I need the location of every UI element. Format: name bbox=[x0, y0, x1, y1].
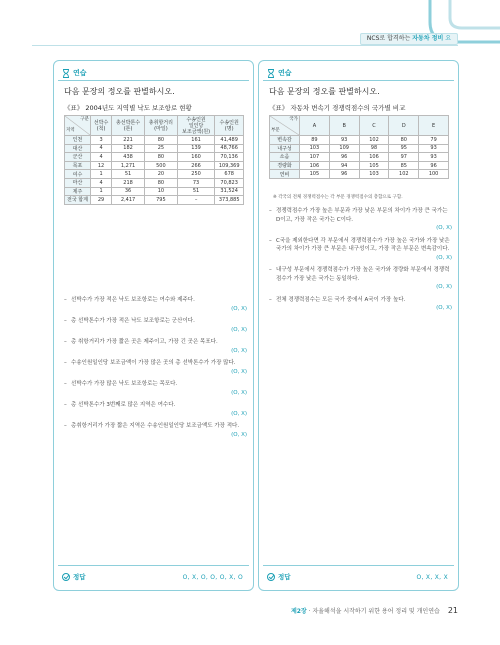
table-cell: 12 bbox=[91, 161, 112, 170]
chapter-title: · 자율해석을 시작하기 위한 용어 정리 및 개인연습 bbox=[306, 608, 440, 615]
table-caption: 《표》 자동차 변속기 경쟁력점수의 국가별 비교 bbox=[269, 104, 406, 112]
table-cell: 218 bbox=[112, 178, 145, 187]
question-text: 다음 문장의 정오를 판별하시오. bbox=[269, 87, 380, 96]
table-cell: 80 bbox=[144, 136, 177, 145]
row-header-cell: 내구성 bbox=[270, 144, 300, 153]
table-cell: 161 bbox=[177, 136, 215, 145]
ox-choice[interactable]: (O, X) bbox=[231, 389, 247, 396]
table-row bbox=[65, 178, 244, 187]
bullet-dash: – bbox=[64, 360, 67, 366]
table-cell: 3 bbox=[91, 136, 112, 145]
decorative-arc bbox=[410, 0, 500, 60]
table-cell: 80 bbox=[389, 136, 419, 145]
table-cell: 106 bbox=[359, 153, 389, 162]
ferry-route-table bbox=[64, 115, 244, 205]
table-cell: 85 bbox=[389, 161, 419, 170]
table-cell: 500 bbox=[144, 161, 177, 170]
hourglass-icon bbox=[62, 69, 70, 78]
statement-item bbox=[64, 296, 247, 313]
table-cell: 2,417 bbox=[112, 196, 145, 205]
table-cell: 51 bbox=[112, 170, 145, 179]
bullet-dash: – bbox=[64, 318, 67, 324]
corner-top-label: 국가 bbox=[289, 117, 298, 122]
table-cell: 1,271 bbox=[112, 161, 145, 170]
table-cell: 25 bbox=[144, 144, 177, 153]
table-caption: 《표》 2004년도 지역별 낙도 보조항로 현황 bbox=[64, 104, 192, 112]
column-header: A bbox=[300, 116, 330, 136]
check-icon bbox=[62, 573, 70, 581]
statement-text: 전체 경쟁력점수는 모든 국가 중에서 A국이 가장 높다. bbox=[276, 296, 406, 303]
table-row bbox=[65, 161, 244, 170]
row-header-cell: 변속감 bbox=[270, 136, 300, 145]
table-row bbox=[270, 170, 449, 179]
statement-text: 총취항거리가 가장 짧은 지역은 수송인원일인당 보조금액도 가장 적다. bbox=[71, 423, 240, 429]
page-footer bbox=[291, 606, 458, 615]
column-header: 총취항거리 (마일) bbox=[144, 116, 177, 136]
ox-choice[interactable]: (O, X) bbox=[231, 368, 247, 375]
table-cell: 80 bbox=[144, 178, 177, 187]
table-cell: 1 bbox=[91, 187, 112, 196]
table-header-row bbox=[65, 116, 244, 136]
table-cell: 73 bbox=[177, 178, 215, 187]
statement-item bbox=[269, 207, 452, 233]
table-row bbox=[65, 187, 244, 196]
panel-rule bbox=[58, 80, 249, 81]
table-cell: 109 bbox=[329, 144, 359, 153]
table-cell: 96 bbox=[329, 153, 359, 162]
row-header-cell: 목포 bbox=[65, 161, 91, 170]
row-header-cell: 제주 bbox=[65, 187, 91, 196]
transmission-score-table bbox=[269, 115, 449, 179]
row-header-cell: 인천 bbox=[65, 136, 91, 145]
answer-value: O, X, X, X bbox=[416, 574, 448, 581]
ox-choice[interactable]: (O, X) bbox=[231, 305, 247, 312]
table-row bbox=[270, 136, 449, 145]
statement-item bbox=[269, 296, 452, 313]
answer-label: 정답 bbox=[267, 572, 291, 581]
table-row bbox=[270, 153, 449, 162]
table-cell: 250 bbox=[177, 170, 215, 179]
row-header-cell: 전국 합계 bbox=[65, 196, 91, 205]
statement-text: 총 선박톤수가 3번째로 많은 지역은 여수다. bbox=[71, 402, 176, 408]
statement-text: 총 선박톤수가 가장 적은 낙도 보조항로는 군산이다. bbox=[71, 318, 195, 324]
table-cell: – bbox=[177, 196, 215, 205]
table-row bbox=[270, 144, 449, 153]
statement-item bbox=[64, 380, 247, 397]
page-number: 21 bbox=[447, 606, 458, 615]
table-row bbox=[65, 196, 244, 205]
table-corner-cell bbox=[270, 116, 300, 136]
table-cell: 96 bbox=[419, 161, 449, 170]
table-cell: 678 bbox=[215, 170, 244, 179]
table-cell: 107 bbox=[300, 153, 330, 162]
bullet-dash: – bbox=[269, 267, 272, 273]
bullet-dash: – bbox=[269, 237, 272, 244]
table-cell: 79 bbox=[419, 136, 449, 145]
table-cell: 266 bbox=[177, 161, 215, 170]
table-cell: 70,823 bbox=[215, 178, 244, 187]
chapter-label: 제2장 bbox=[290, 608, 307, 615]
column-header: 수송인원 (명) bbox=[215, 116, 244, 136]
book-header-tag: NCS로 합격하는 자동차 정비 요 bbox=[360, 33, 458, 45]
bullet-dash: – bbox=[64, 381, 67, 387]
table-row bbox=[65, 170, 244, 179]
column-header: D bbox=[389, 116, 419, 136]
ox-choice[interactable]: (O, X) bbox=[436, 305, 452, 311]
table-row bbox=[270, 161, 449, 170]
ox-choice[interactable]: (O, X) bbox=[436, 225, 452, 231]
table-cell: 41,489 bbox=[215, 136, 244, 145]
row-header-cell: 연비 bbox=[270, 170, 300, 179]
ox-choice[interactable]: (O, X) bbox=[231, 347, 247, 354]
table-cell: 93 bbox=[329, 136, 359, 145]
ox-choice[interactable]: (O, X) bbox=[436, 284, 452, 290]
table-cell: 139 bbox=[177, 144, 215, 153]
table-row bbox=[65, 153, 244, 162]
bullet-dash: – bbox=[64, 297, 67, 303]
bullet-dash: – bbox=[64, 339, 67, 345]
table-cell: 93 bbox=[419, 144, 449, 153]
panel-title: 연습 bbox=[267, 68, 292, 78]
bullet-dash: – bbox=[64, 423, 67, 429]
table-cell: 94 bbox=[329, 161, 359, 170]
table-cell: 89 bbox=[300, 136, 330, 145]
row-header-cell: 마산 bbox=[65, 178, 91, 187]
table-cell: 105 bbox=[300, 170, 330, 179]
table-cell: 221 bbox=[112, 136, 145, 145]
row-header-cell: 경량화 bbox=[270, 161, 300, 170]
column-header: E bbox=[419, 116, 449, 136]
table-cell: 70,136 bbox=[215, 153, 244, 162]
table-cell: 109,369 bbox=[215, 161, 244, 170]
table-cell: 20 bbox=[144, 170, 177, 179]
table-cell: 51 bbox=[177, 187, 215, 196]
ox-choice[interactable]: (O, X) bbox=[231, 326, 247, 333]
row-header-cell: 소음 bbox=[270, 153, 300, 162]
table-row bbox=[65, 136, 244, 145]
bullet-dash: – bbox=[269, 208, 272, 214]
ox-choice[interactable]: (O, X) bbox=[436, 254, 452, 261]
statement-text: 선박수가 가장 적은 낙도 보조항로는 여수와 제주다. bbox=[71, 297, 195, 303]
table-cell: 103 bbox=[300, 144, 330, 153]
table-cell: 102 bbox=[389, 170, 419, 179]
table-cell: 373,885 bbox=[215, 196, 244, 205]
table-cell: 4 bbox=[91, 178, 112, 187]
question-text: 다음 문장의 정오를 판별하시오. bbox=[64, 87, 175, 96]
statement-text: 수송인원일인당 보조금액이 가장 많은 곳의 총 선박톤수가 가장 많다. bbox=[71, 360, 236, 366]
statement-text: 선박수가 가장 많은 낙도 보조항로는 목포다. bbox=[71, 381, 178, 387]
statement-item bbox=[269, 266, 452, 292]
table-cell: 105 bbox=[359, 161, 389, 170]
ox-choice[interactable]: (O, X) bbox=[231, 431, 247, 438]
table-cell: 98 bbox=[359, 144, 389, 153]
row-header-cell: 대산 bbox=[65, 144, 91, 153]
statement-item bbox=[64, 338, 247, 355]
column-header: 선박수 (척) bbox=[91, 116, 112, 136]
table-header-row bbox=[270, 116, 449, 136]
table-cell: 106 bbox=[300, 161, 330, 170]
table-cell: 80 bbox=[144, 153, 177, 162]
statement-list bbox=[269, 207, 452, 317]
table-cell: 4 bbox=[91, 153, 112, 162]
table-cell: 103 bbox=[359, 170, 389, 179]
bullet-dash: – bbox=[269, 296, 272, 303]
answer-rule bbox=[263, 565, 454, 566]
table-cell: 795 bbox=[144, 196, 177, 205]
table-cell: 160 bbox=[177, 153, 215, 162]
corner-top-label: 구분 bbox=[80, 117, 89, 122]
column-header: 총선박톤수 (톤) bbox=[112, 116, 145, 136]
row-header-cell: 군산 bbox=[65, 153, 91, 162]
statement-item bbox=[64, 359, 247, 376]
answer-value: O, X, O, O, O, X, O bbox=[182, 574, 243, 581]
corner-bottom-label: 지역 bbox=[66, 128, 75, 133]
column-header: B bbox=[329, 116, 359, 136]
ox-choice[interactable]: (O, X) bbox=[231, 410, 247, 417]
table-cell: 29 bbox=[91, 196, 112, 205]
table-row bbox=[65, 144, 244, 153]
statement-text: 총 취항거리가 가장 짧은 곳은 제주이고, 가장 긴 곳은 목포다. bbox=[71, 339, 218, 345]
column-header: C bbox=[359, 116, 389, 136]
statement-text: C국을 제외한다면 각 부문에서 경쟁력점수가 가장 높은 국가와 가장 낮은 국가의 차이가 가장 큰 부문은 내구성이고, 가장 작은 부문은 변속감이다. bbox=[276, 237, 450, 252]
table-cell: 438 bbox=[112, 153, 145, 162]
statement-item bbox=[269, 237, 452, 263]
statement-item bbox=[64, 422, 247, 439]
table-cell: 93 bbox=[419, 153, 449, 162]
header-rule bbox=[32, 45, 458, 46]
statement-item bbox=[64, 317, 247, 334]
answer-rule bbox=[58, 565, 249, 566]
table-cell: 4 bbox=[91, 144, 112, 153]
statement-text: 경쟁력점수가 가장 높은 부문과 가장 낮은 부문의 차이가 가장 큰 국가는 D이고, 가장 작은 국가는 C이다. bbox=[276, 208, 448, 223]
table-cell: 31,524 bbox=[215, 187, 244, 196]
bullet-dash: – bbox=[64, 402, 67, 408]
panel-title: 연습 bbox=[62, 68, 87, 78]
panel-rule bbox=[263, 80, 454, 81]
table-cell: 36 bbox=[112, 187, 145, 196]
statement-text: 내구성 부문에서 경쟁력점수가 가장 높은 국가와 경량화 부문에서 경쟁력점수가 가장 낮은 국가는 동일하다. bbox=[276, 267, 450, 282]
table-cell: 48,766 bbox=[215, 144, 244, 153]
table-cell: 10 bbox=[144, 187, 177, 196]
column-header: 수송인원 일인당 보조금액(원) bbox=[177, 116, 215, 136]
answer-label: 정답 bbox=[62, 572, 86, 581]
table-corner-cell bbox=[65, 116, 91, 136]
practice-panel-left bbox=[53, 60, 254, 591]
table-cell: 97 bbox=[389, 153, 419, 162]
corner-bottom-label: 부문 bbox=[271, 128, 280, 133]
table-cell: 96 bbox=[329, 170, 359, 179]
practice-panel-right bbox=[258, 60, 459, 591]
statement-item bbox=[64, 401, 247, 418]
row-header-cell: 여수 bbox=[65, 170, 91, 179]
table-cell: 100 bbox=[419, 170, 449, 179]
table-cell: 102 bbox=[359, 136, 389, 145]
table-cell: 95 bbox=[389, 144, 419, 153]
statement-list bbox=[64, 296, 247, 443]
table-cell: 1 bbox=[91, 170, 112, 179]
table-note: ※ 각국의 전체 경쟁력점수는 각 부문 경쟁력점수의 총합으로 구함. bbox=[273, 195, 403, 200]
table-cell: 182 bbox=[112, 144, 145, 153]
check-icon bbox=[267, 573, 275, 581]
hourglass-icon bbox=[267, 69, 275, 78]
